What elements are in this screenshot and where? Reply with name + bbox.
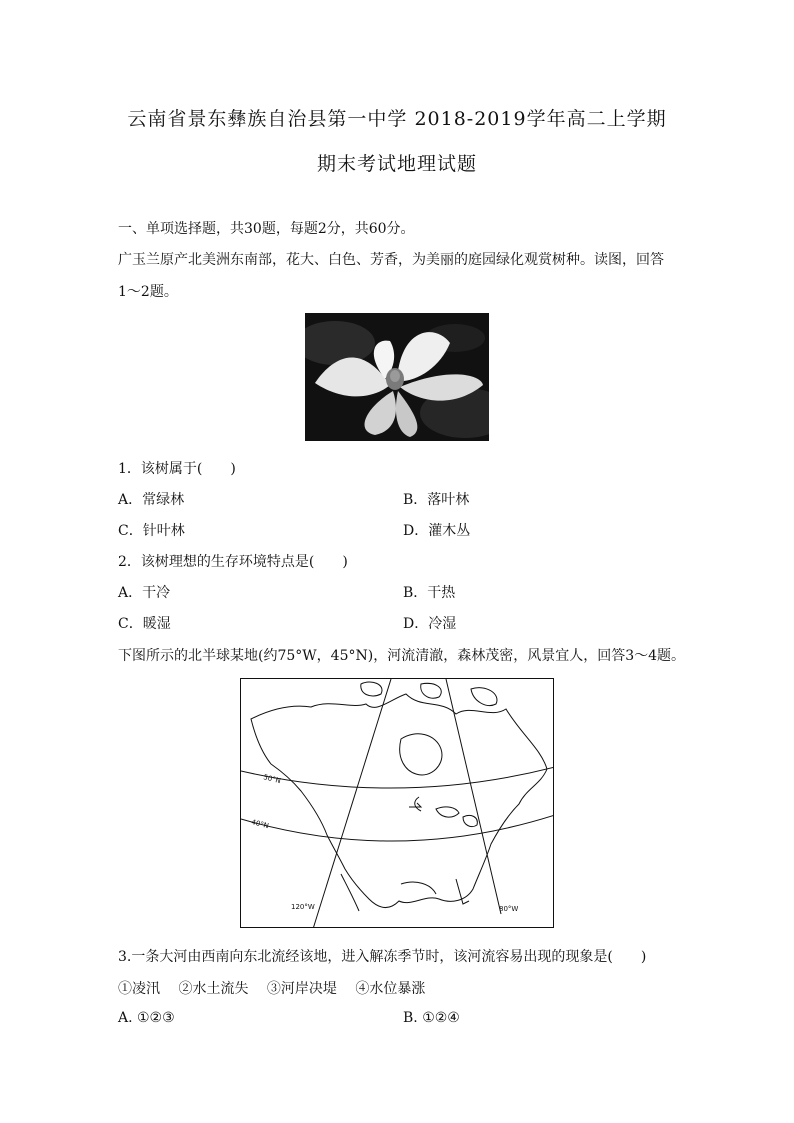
section-header: 一、单项选择题，共30题，每题2分，共60分。 [118, 221, 415, 237]
q3-stem: 3.一条大河由西南向东北流经该地，进入解冻季节时，该河流容易出现的现象是( ) [118, 949, 647, 965]
label-50n: 50°N [262, 773, 282, 786]
intro-1-line-1: 广玉兰原产北美洲东南部，花大、白色、芳香，为美丽的庭园绿化观赏树种。读图，回答 [118, 252, 664, 268]
q1-option-a: A．常绿林 [118, 492, 185, 508]
q1-option-b: B．落叶林 [403, 492, 470, 508]
q2-option-b: B．干热 [403, 585, 456, 601]
q2-option-a: A．干冷 [118, 585, 171, 601]
label-80w: 80°W [499, 905, 519, 913]
q3-option-b: B. ①②④ [403, 1010, 460, 1026]
q2-option-c: C．暖湿 [118, 616, 171, 632]
q2-option-d: D．冷湿 [403, 616, 457, 632]
meridian-120w-line [313, 679, 391, 928]
magnolia-flower-photo [305, 313, 489, 441]
label-40n: 40°N [250, 818, 270, 831]
meridian-80w-line [446, 679, 501, 914]
intro-2: 下图所示的北半球某地(约75°W，45°N)，河流清澈，森林茂密，风景宜人，回答3～4题。 [118, 648, 686, 664]
title-line-2: 期末考试地理试题 [316, 153, 477, 175]
q1-option-c: C．针叶林 [118, 523, 185, 539]
q1-stem: 1．该树属于( ) [118, 461, 236, 477]
north-america-map [240, 678, 554, 928]
label-120w: 120°W [291, 903, 315, 911]
q1-option-d: D．灌木丛 [403, 523, 471, 539]
q2-stem: 2．该树理想的生存环境特点是( ) [118, 554, 348, 570]
q3-options-line: ①凌汛 ②水土流失 ③河岸决堤 ④水位暴涨 [118, 981, 426, 997]
intro-1-line-2: 1～2题。 [118, 284, 178, 300]
q3-option-a: A. ①②③ [118, 1010, 175, 1026]
title-line-1: 云南省景东彝族自治县第一中学 2018-2019学年高二上学期 [127, 108, 667, 130]
